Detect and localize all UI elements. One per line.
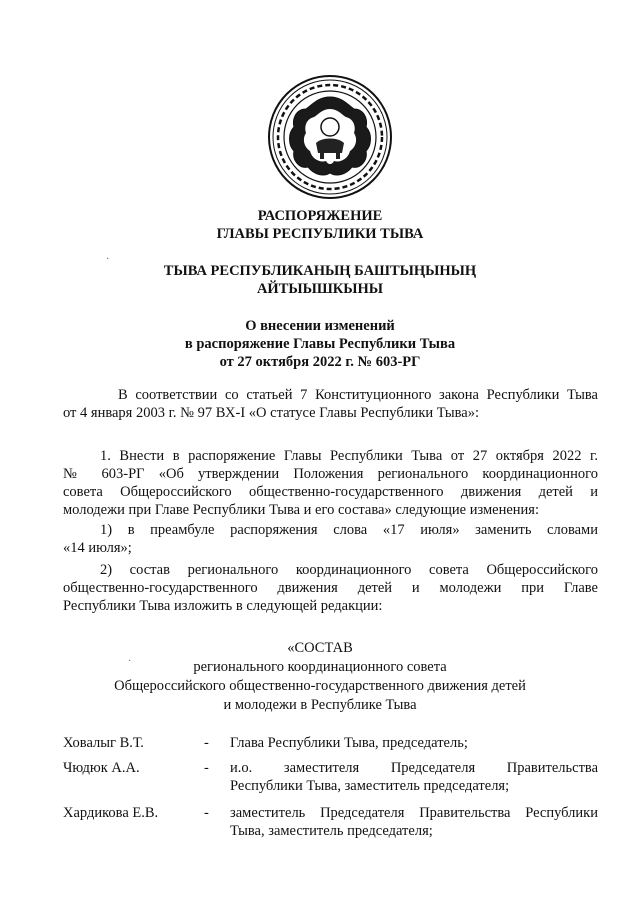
member-role: и.о. заместителя Председателя Правительства xyxy=(230,760,598,776)
sub-item-2: Республики Тыва изложить в следующей редакции: xyxy=(63,598,383,614)
document-title-issuer: ГЛАВЫ РЕСПУБЛИКИ ТЫВА xyxy=(216,226,424,242)
member-dash: - xyxy=(204,760,209,776)
paragraph-1: совета Общероссийского общественно-государственного движения детей и xyxy=(63,484,598,500)
sub-item-1: 1) в преамбуле распоряжения слова «17 июля» заменить словами xyxy=(100,522,598,538)
sub-item-1: «14 июля»; xyxy=(63,540,132,556)
member-role: Глава Республики Тыва, председатель; xyxy=(230,735,468,751)
member-role: заместитель Председателя Правительства Республики xyxy=(230,805,598,821)
composition-heading: «СОСТАВ xyxy=(287,640,353,656)
intro-text: В соответствии со статьей 7 Конституционного закона Республики Тыва xyxy=(118,387,598,403)
member-name: Чюдюк А.А. xyxy=(63,760,140,776)
composition-line: и молодежи в Республике Тыва xyxy=(223,697,417,713)
sub-item-2: общественно-государственного движения детей и молодежи при Главе xyxy=(63,580,598,596)
scan-speck: · xyxy=(106,254,110,265)
member-dash: - xyxy=(204,735,209,751)
tyva-title-2: АЙТЫЫШКЫНЫ xyxy=(256,281,384,297)
scan-speck: · xyxy=(128,656,132,667)
tuva-emblem xyxy=(268,75,392,199)
paragraph-1: 1. Внести в распоряжение Главы Республики Тыва от 27 октября 2022 г. xyxy=(100,448,598,464)
paragraph-1: молодежи при Главе Республики Тыва и его состава» следующие изменения: xyxy=(63,502,540,518)
subject-line: в распоряжение Главы Республики Тыва xyxy=(184,336,456,352)
sub-item-2: 2) состав регионального координационного совета Общероссийского xyxy=(100,562,598,578)
member-name: Ховалыг В.Т. xyxy=(63,735,144,751)
member-role: Тыва, заместитель председателя; xyxy=(230,823,433,839)
member-name: Хардикова Е.В. xyxy=(63,805,159,821)
tyva-title: ТЫВА РЕСПУБЛИКАНЫҢ БАШТЫҢЫНЫҢ xyxy=(163,263,477,279)
composition-line: Общероссийского общественно-государственного движения детей xyxy=(114,678,526,694)
intro-text: от 4 января 2003 г. № 97 ВХ-I «О статусе Главы Республики Тыва»: xyxy=(63,405,480,421)
document-title: РАСПОРЯЖЕНИЕ xyxy=(257,208,383,224)
member-dash: - xyxy=(204,805,209,821)
member-role: Республики Тыва, заместитель председателя; xyxy=(230,778,510,794)
subject-line: О внесении изменений xyxy=(245,318,395,334)
paragraph-1: № 603-РГ «Об утверждении Положения регионального координационного xyxy=(63,466,598,482)
subject-line: от 27 октября 2022 г. № 603-РГ xyxy=(219,354,421,370)
composition-line: регионального координационного совета xyxy=(193,659,447,675)
